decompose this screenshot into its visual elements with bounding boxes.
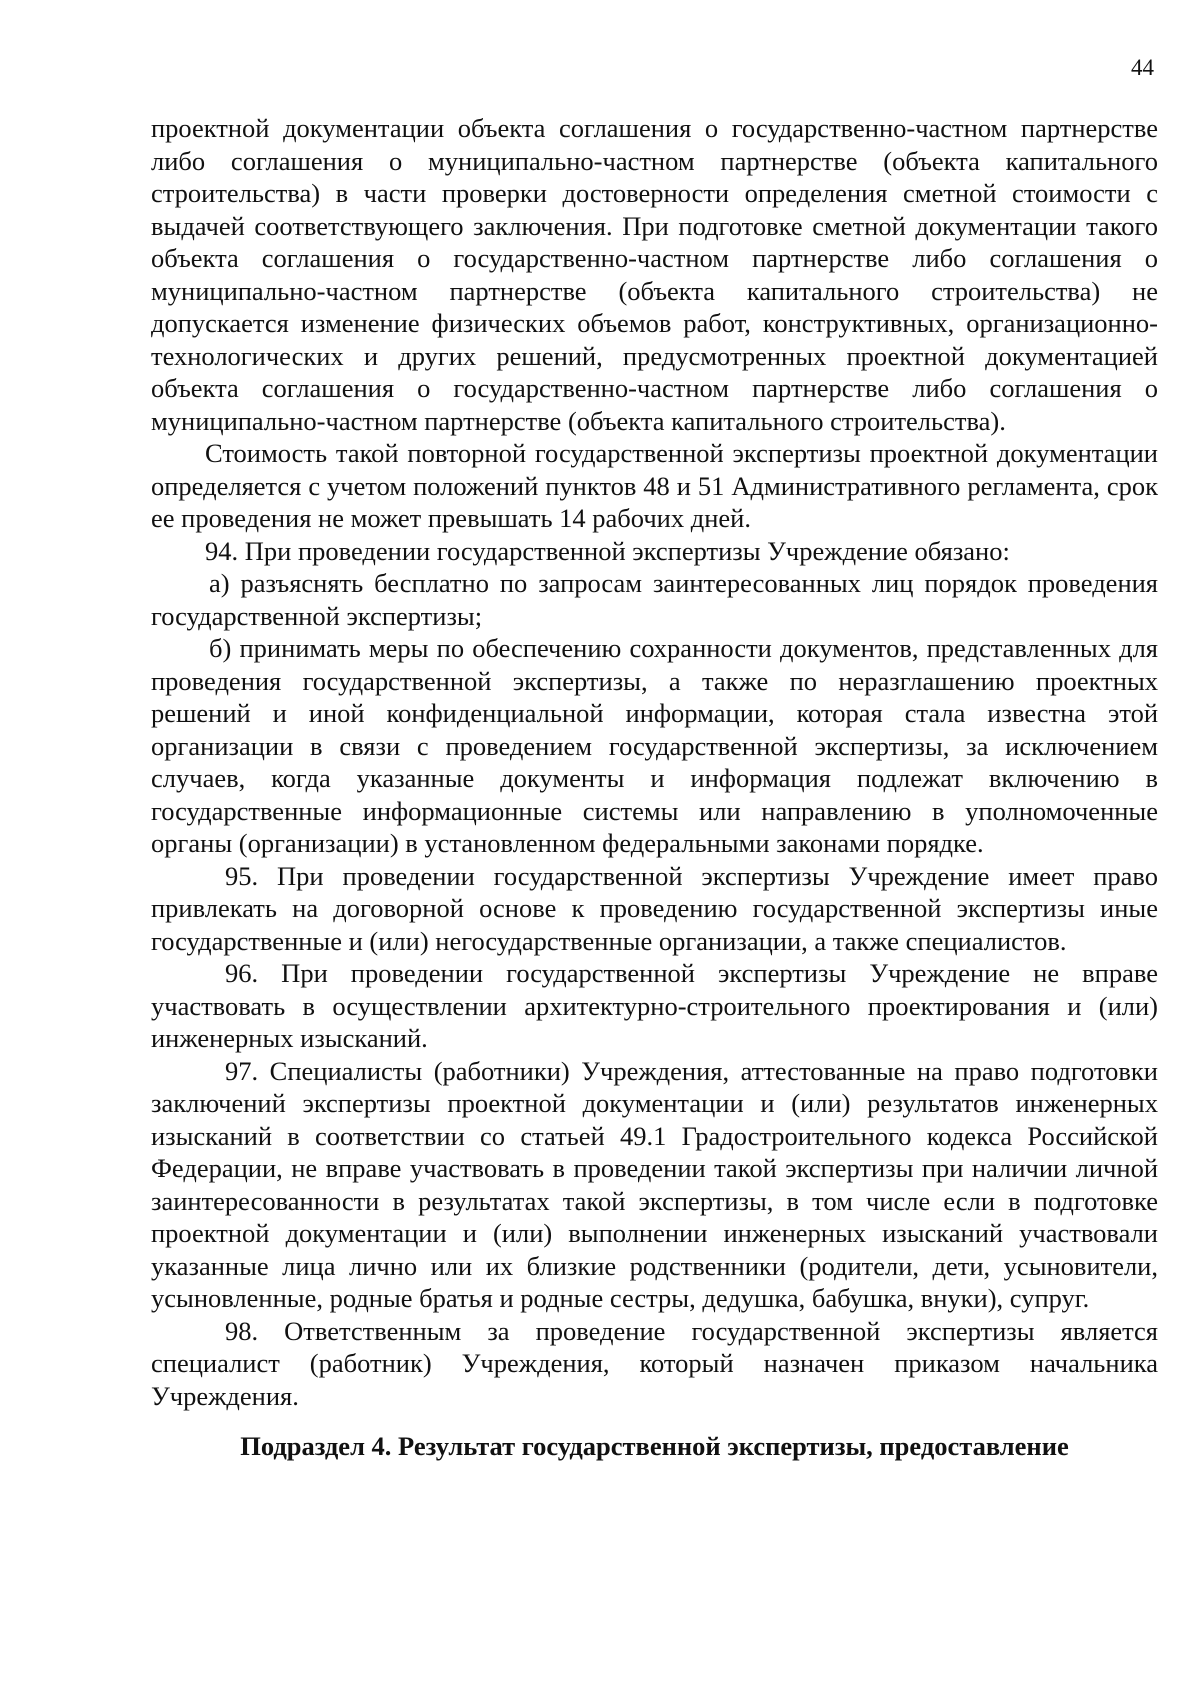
paragraph-item-96: 96. При проведении государственной экспертизы Учреждение не вправе участвовать в осуществлении архитектурно-строительного проектирования и (или) инженерных изысканий.	[151, 958, 1158, 1053]
document-body	[151, 112, 1158, 1463]
page-number: 44	[1131, 55, 1154, 80]
paragraph-item-95: 95. При проведении государственной экспертизы Учреждение имеет право привлекать на договорной основе к проведению государственной экспертизы иные государственные и (или) негосударственные организации, а также специалистов.	[151, 860, 1158, 956]
paragraph-continuation: проектной документации объекта соглашения о государственно-частном партнерстве либо соглашения о муниципально-частном партнерстве (объекта капитального строительства) в части проверки достоверности определения сметной стоимости с выдачей соответствующего заключения. При подготовке сметной документации такого объекта соглашения о государственно-частном партнерстве либо соглашения о муниципально-частном партнерстве (объекта капитального строительства) не допускается изменение физических объемов работ, конструктивных, организационно-технологических и других решений, предусмотренных проектной документацией объекта соглашения о государственно-частном партнерстве либо соглашения о муниципально-частном партнерстве (объекта капитального строительства).	[151, 113, 1158, 436]
paragraph-item-94: 94. При проведении государственной экспертизы Учреждение обязано:	[205, 535, 1010, 566]
paragraph-item-94b: б) принимать меры по обеспечению сохранности документов, представленных для проведения государственной экспертизы, а также по неразглашению проектных решений и иной конфиденциальной информации, которая стала известна этой организации в связи с проведением государственной экспертизы, за исключением случаев, когда указанные документы и информация подлежат включению в государственные информационные системы или направлению в уполномоченные органы (организации) в установленном федеральными законами порядке.	[151, 633, 1158, 858]
paragraph-item-97: 97. Специалисты (работники) Учреждения, аттестованные на право подготовки заключений экспертизы проектной документации и (или) результатов инженерных изысканий в соответствии со статьей 49.1 Градостроительного кодекса Российской Федерации, не вправе участвовать в проведении такой экспертизы при наличии личной заинтересованности в результатах такой экспертизы, в том числе если в подготовке проектной документации и (или) выполнении инженерных изысканий участвовали указанные лица лично или их близкие родственники (родители, дети, усыновители, усыновленные, родные братья и родные сестры, дедушка, бабушка, внуки), супруг.	[151, 1055, 1158, 1313]
paragraph-cost: Стоимость такой повторной государственной экспертизы проектной документации определяется с учетом положений пунктов 48 и 51 Административного регламента, срок ее проведения не может превышать 14 рабочих дней.	[151, 438, 1158, 533]
paragraph-item-98: 98. Ответственным за проведение государственной экспертизы является специалист (работник) Учреждения, который назначен приказом начальника Учреждения.	[151, 1315, 1158, 1411]
subsection-heading: Подраздел 4. Результат государственной экспертизы, предоставление	[240, 1431, 1069, 1461]
paragraph-item-94a: а) разъяснять бесплатно по запросам заинтересованных лиц порядок проведения государственной экспертизы;	[151, 568, 1158, 631]
